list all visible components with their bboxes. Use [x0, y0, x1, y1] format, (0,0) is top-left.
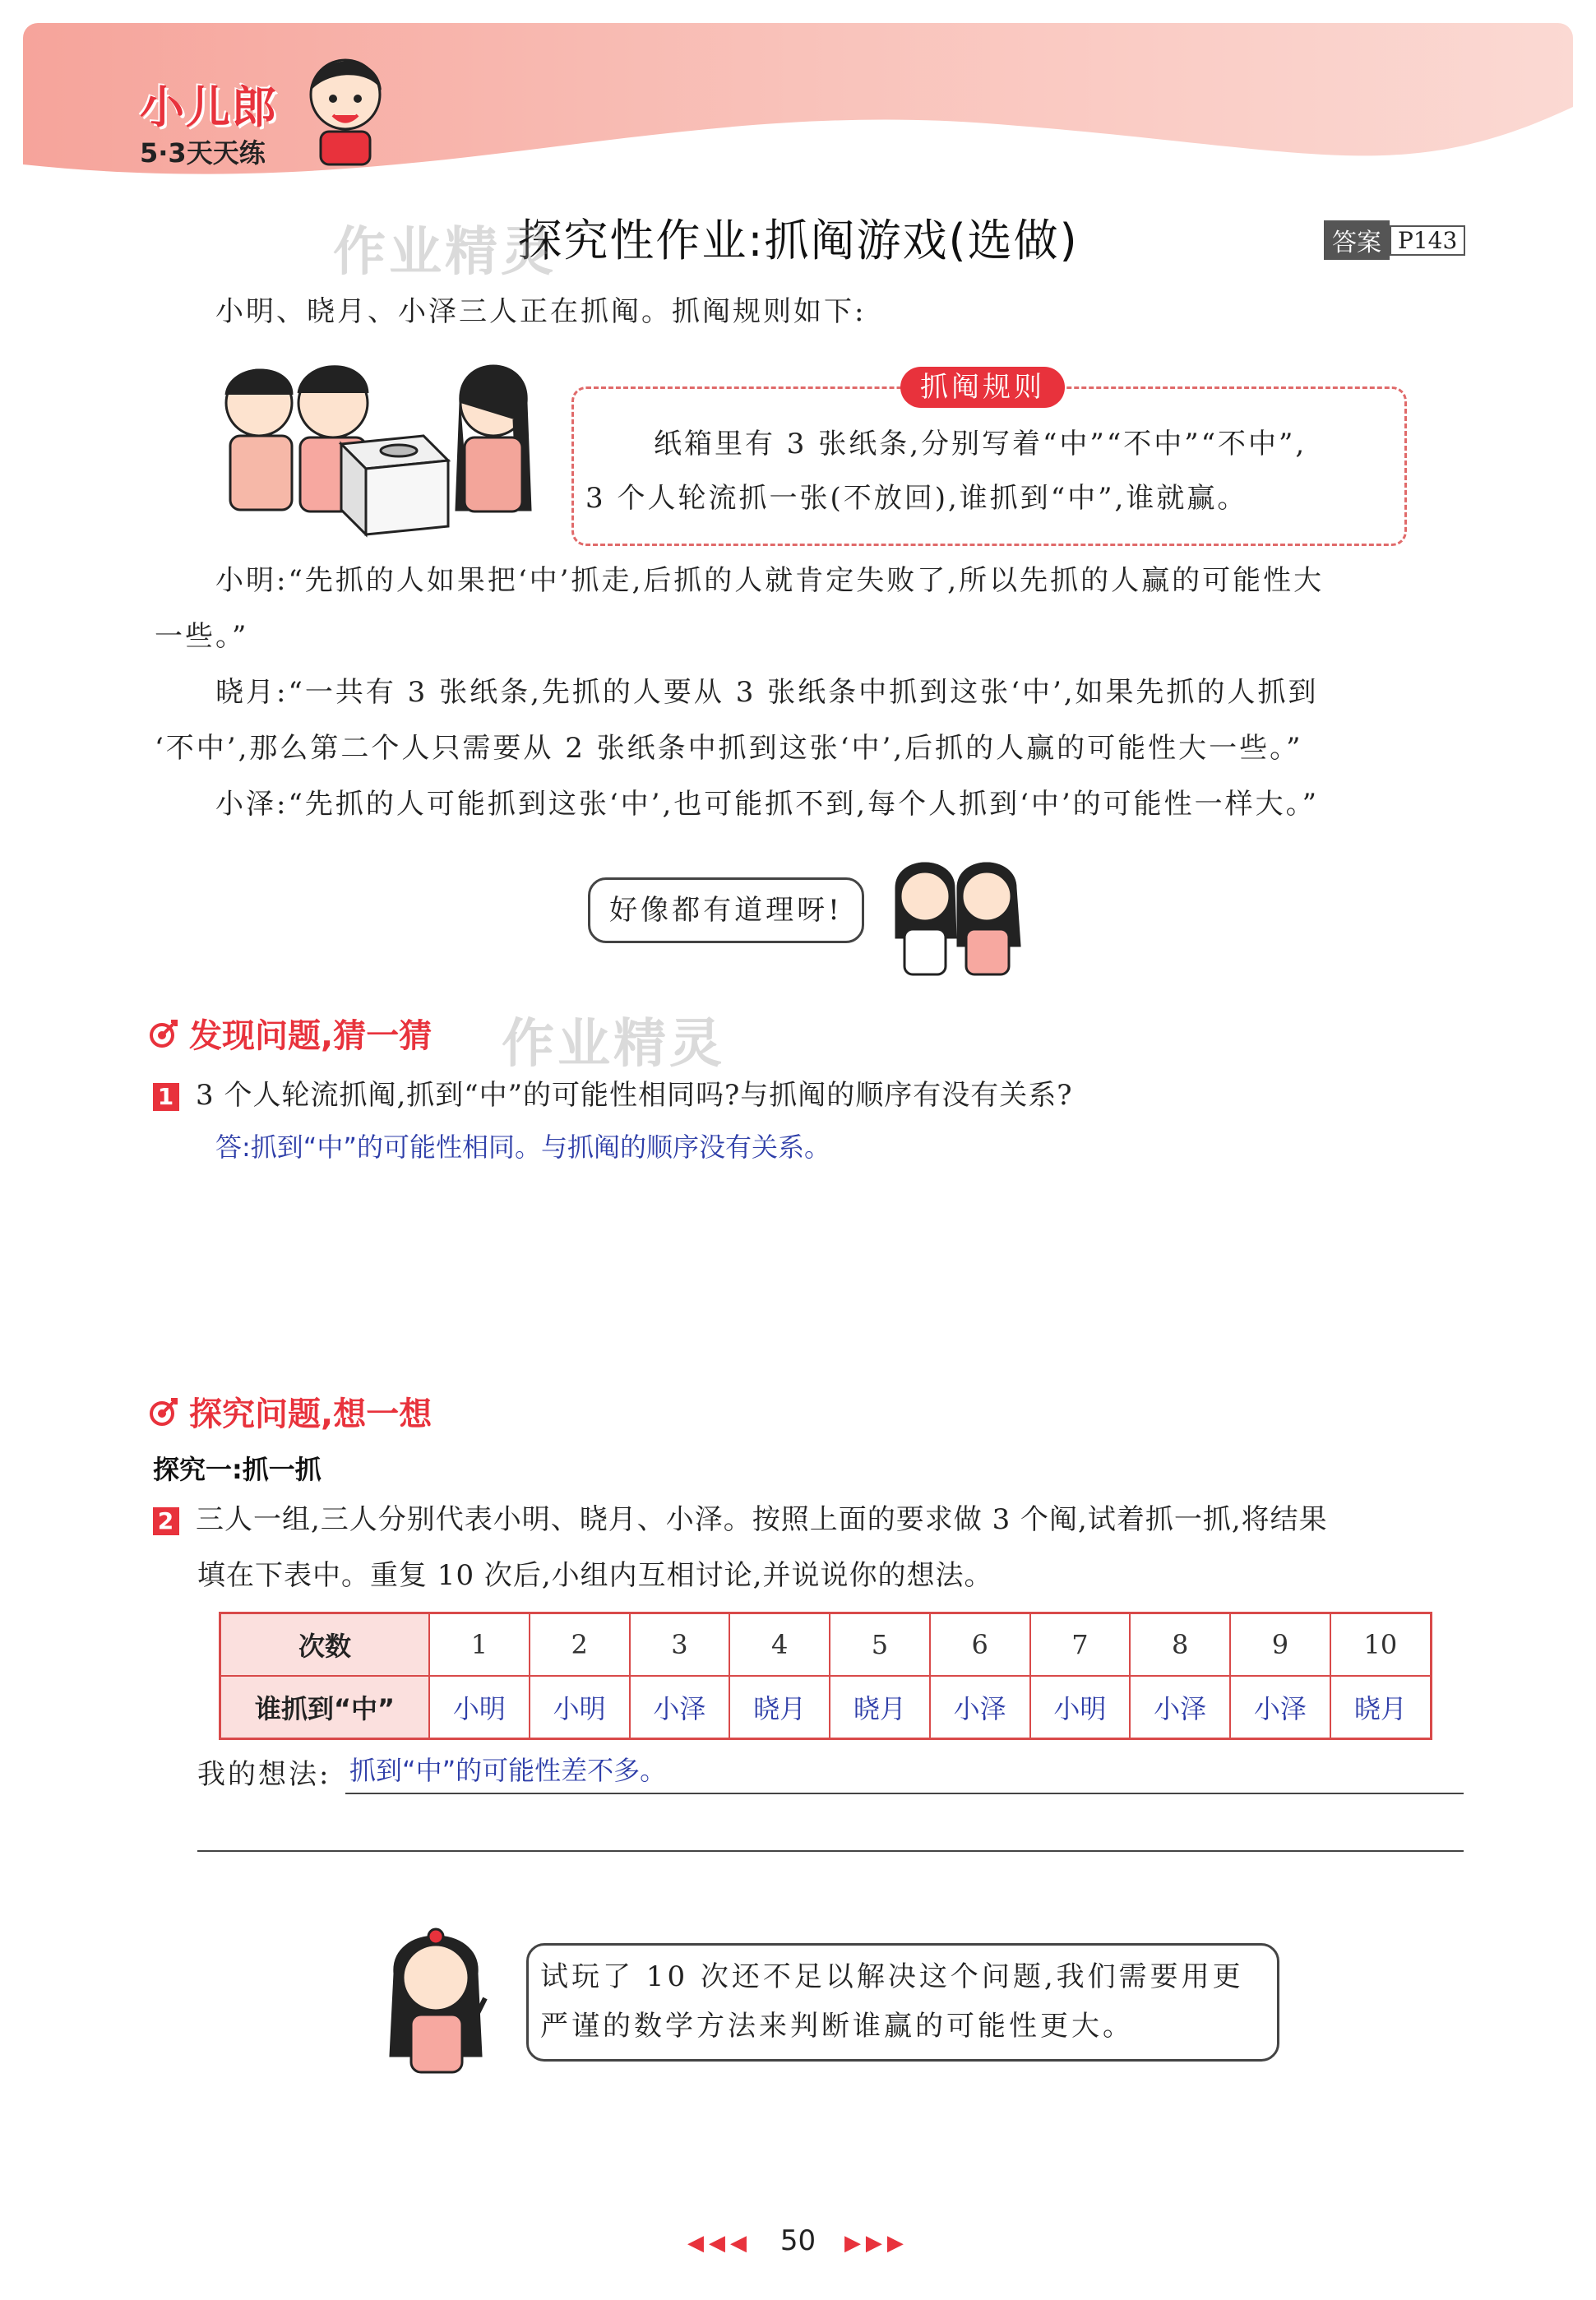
results-table [219, 1612, 1432, 1740]
target-icon [148, 1396, 179, 1428]
table-cell: 小泽 [1130, 1676, 1230, 1739]
table-cell: 1 [429, 1613, 530, 1677]
children-drawing-illustration [201, 345, 547, 559]
table-cell: 8 [1130, 1613, 1230, 1677]
rules-tag: 抓阄规则 [900, 367, 1065, 408]
watermark-text-2: 作业精灵 [502, 1014, 725, 1075]
table-cell: 4 [729, 1613, 830, 1677]
xiaoze-statement: 小泽:“先抓的人可能抓到这张‘中’,也可能抓不到,每个人抓到‘中’的可能性一样大。” [215, 788, 1320, 821]
table-header-winner: 谁抓到“中” [220, 1676, 430, 1739]
answer-reference [1324, 220, 1465, 260]
brand-logo [140, 72, 278, 170]
question-2-line-1 [153, 1492, 1328, 1548]
section-discover-title: 发现问题,猜一猜 [189, 1017, 433, 1055]
question-number-1: 1 [153, 1083, 179, 1111]
thought-label: 我的想法: [197, 1758, 331, 1791]
bubble-2-line-1: 试玩了 10 次还不足以解决这个问题,我们需要用更 [540, 1960, 1244, 1993]
speech-bubble-2 [526, 1943, 1279, 2062]
target-icon [148, 1018, 179, 1049]
table-cell: 小明 [1030, 1676, 1131, 1739]
section-explore-heading [148, 1388, 432, 1435]
rules-line-1: 纸箱里有 3 张纸条,分别写着“中”“不中”“不中”, [654, 428, 1307, 460]
page-footer [0, 2224, 1596, 2257]
xiaoyue-statement-1: 晓月:“一共有 3 张纸条,先抓的人要从 3 张纸条中抓到这张‘中’,如果先抓的人抓到 [215, 676, 1319, 709]
intro-text: 小明、晓月、小泽三人正在抓阄。抓阄规则如下: [215, 295, 867, 328]
table-cell: 小泽 [930, 1676, 1030, 1739]
logo-title: 小儿郎 [140, 81, 278, 133]
section-discover-heading [148, 1010, 432, 1057]
right-arrows-icon: ▶▶▶ [844, 2231, 909, 2256]
answer-page: P143 [1390, 225, 1465, 256]
page-title: 探究性作业:抓阄游戏(选做) [517, 215, 1079, 266]
table-cell: 2 [530, 1613, 630, 1677]
table-header-count: 次数 [220, 1613, 430, 1677]
girl-pointing-illustration [370, 1916, 510, 2080]
table-cell: 小泽 [630, 1676, 730, 1739]
table-cell: 3 [630, 1613, 730, 1677]
left-arrows-icon: ◀◀◀ [687, 2231, 752, 2256]
table-cell: 小明 [530, 1676, 630, 1739]
answer-line [197, 1850, 1464, 1852]
table-cell: 小泽 [1230, 1676, 1330, 1739]
answer-line [345, 1793, 1464, 1794]
question-2-text-1: 三人一组,三人分别代表小明、晓月、小泽。按照上面的要求做 3 个阄,试着抓一抓,将结果 [196, 1503, 1328, 1536]
watermark-text: 作业精灵 [333, 222, 557, 283]
bubble-2-line-2: 严谨的数学方法来判断谁赢的可能性更大。 [540, 2010, 1134, 2043]
section-explore-title: 探究问题,想一想 [189, 1395, 433, 1433]
table-row-count [220, 1613, 1432, 1677]
table-cell: 6 [930, 1613, 1030, 1677]
logo-subtitle: 5·3天天练 [140, 137, 266, 169]
table-cell: 7 [1030, 1613, 1131, 1677]
xiaoming-statement-1: 小明:“先抓的人如果把‘中’抓走,后抓的人就肯定失败了,所以先抓的人赢的可能性大 [215, 564, 1325, 597]
table-cell: 晓月 [729, 1676, 830, 1739]
page-number: 50 [779, 2224, 817, 2257]
two-girls-illustration [880, 847, 1036, 979]
xiaoyue-statement-2: ‘不中’,那么第二个人只需要从 2 张纸条中抓到这张‘中’,后抓的人赢的可能性大一些。” [155, 732, 1303, 765]
answer-1: 答:抓到“中”的可能性相同。与抓阄的顺序没有关系。 [215, 1131, 830, 1163]
question-number-2: 2 [153, 1507, 179, 1535]
table-cell: 小明 [429, 1676, 530, 1739]
xiaoming-statement-2: 一些。” [155, 620, 249, 653]
answer-label: 答案 [1324, 220, 1390, 260]
table-cell: 5 [830, 1613, 930, 1677]
table-cell: 9 [1230, 1613, 1330, 1677]
thought-answer: 抓到“中”的可能性差不多。 [349, 1755, 667, 1786]
mascot-boy-illustration [296, 45, 395, 169]
table-cell: 10 [1330, 1613, 1432, 1677]
table-cell: 晓月 [1330, 1676, 1432, 1739]
rules-line-2: 3 个人轮流抓一张(不放回),谁抓到“中”,谁就赢。 [585, 482, 1248, 515]
speech-bubble-1: 好像都有道理呀! [588, 877, 864, 943]
question-1-text: 3 个人轮流抓阄,抓到“中”的可能性相同吗?与抓阄的顺序有没有关系? [196, 1079, 1073, 1112]
question-2-line-2: 填在下表中。重复 10 次后,小组内互相讨论,并说说你的想法。 [197, 1559, 993, 1592]
table-cell: 晓月 [830, 1676, 930, 1739]
table-row-winner [220, 1676, 1432, 1739]
explore-subheading: 探究一:抓一抓 [153, 1454, 322, 1485]
question-1 [153, 1067, 1072, 1123]
